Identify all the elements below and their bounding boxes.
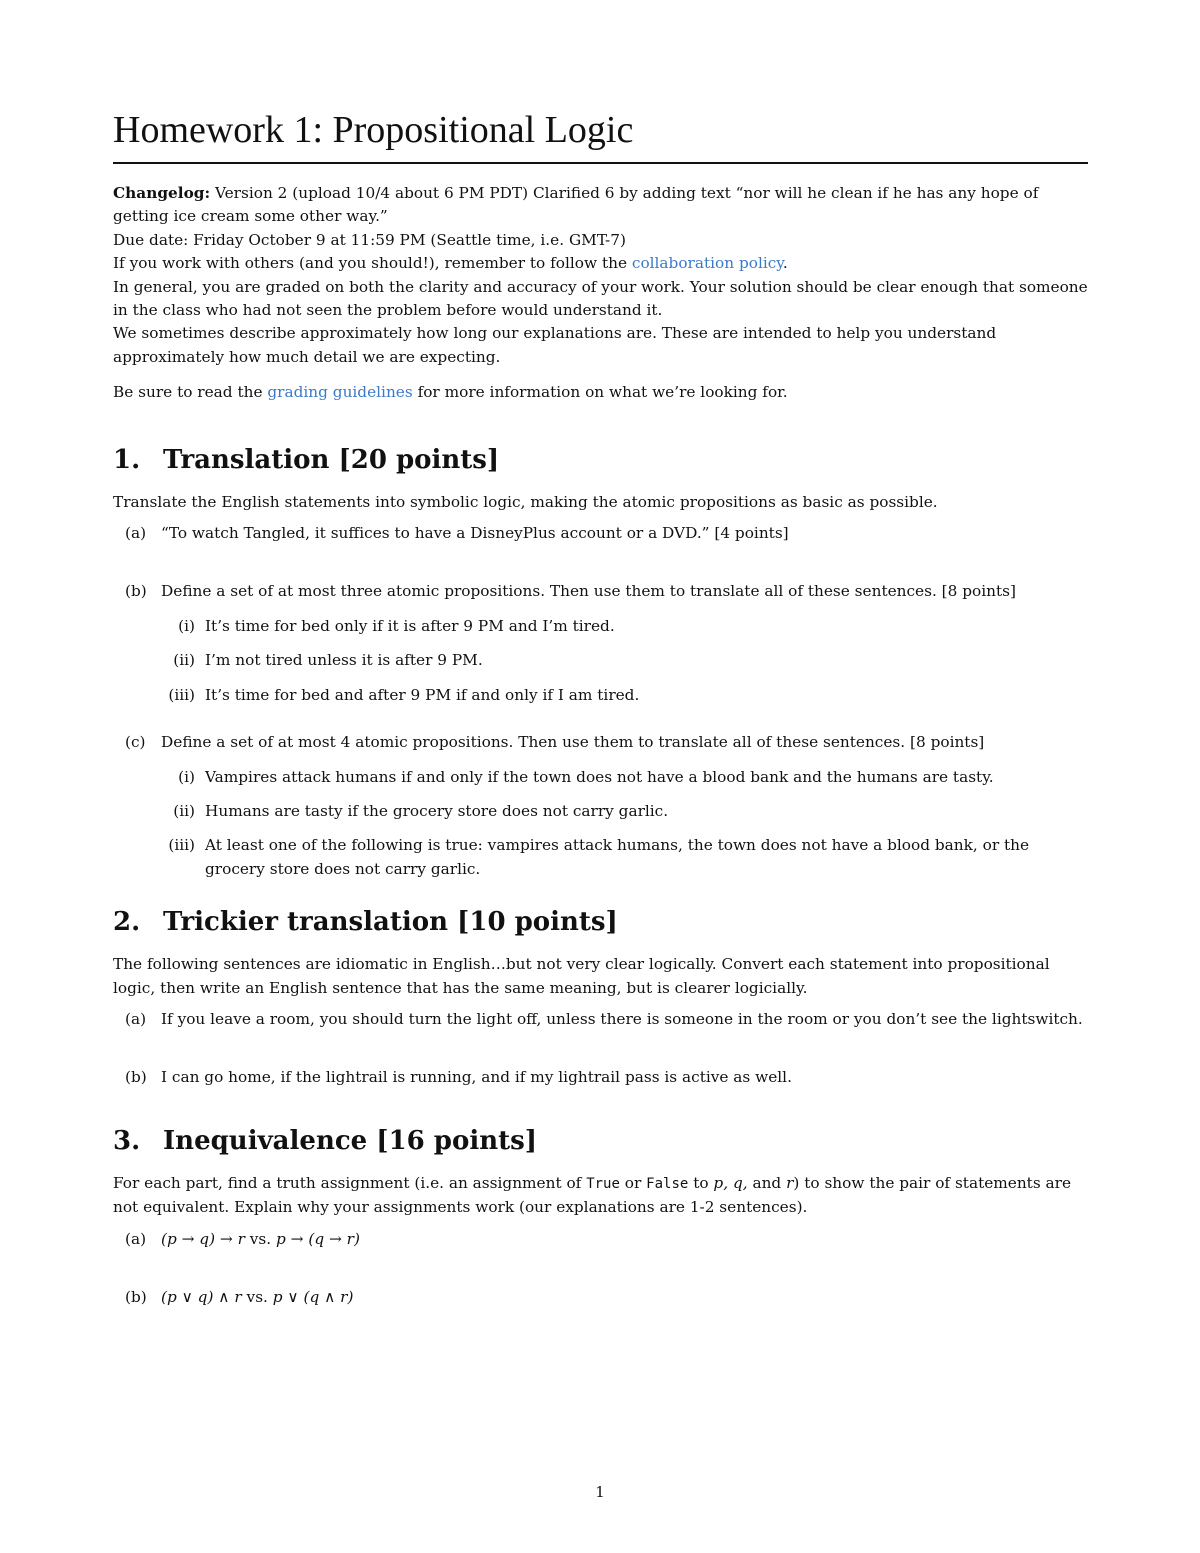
item-label: (a) [125, 1009, 147, 1028]
section-title: Translation [20 points] [163, 444, 500, 475]
section-title: Trickier translation [10 points] [163, 907, 618, 938]
subitem-label: (ii) [173, 651, 195, 670]
problem-item [113, 1008, 1088, 1031]
item-text: Define a set of at most three atomic propositions. Then use them to translate all of these sentences. [8 points] [161, 582, 1016, 601]
subitem-label: (iii) [168, 836, 195, 855]
explanation-note: We sometimes describe approximately how long our explanations are. These are intended to help you understand approximately how much detail we are expecting. [113, 324, 997, 366]
subproblem-item [161, 834, 1088, 881]
grading-note: In general, you are graded on both the clarity and accuracy of your work. Your solution should be clear enough that someone in the class who had not seen the problem before would understand it. [113, 277, 1088, 320]
problem-item [113, 1286, 1088, 1309]
subitem-text: I’m not tired unless it is after 9 PM. [205, 651, 483, 670]
instructions-text: For each part, find a truth assignment (i.e. an assignment of [113, 1173, 587, 1192]
subitem-text: It’s time for bed only if it is after 9 PM and I’m tired. [205, 616, 615, 635]
changelog-text: Version 2 (upload 10/4 about 6 PM PDT) Clarified 6 by adding text “nor will he clean if he has any hope of getting ice cream some other way.” [113, 184, 1039, 226]
formula-left: (p ∨ q) ∧ r [161, 1287, 242, 1306]
due-date-text: Friday October 9 at 11:59 PM (Seattle time, i.e. GMT-7) [188, 230, 626, 249]
section-title: Inequivalence [16 points] [163, 1125, 538, 1156]
due-date-label: Due date: [113, 230, 189, 249]
page-number: 1 [595, 1483, 605, 1501]
document-page [113, 104, 1088, 1309]
problem-item [113, 1228, 1088, 1251]
problem-item [113, 1066, 1088, 1089]
problem-item [113, 522, 1088, 545]
instructions-text: to [688, 1173, 714, 1192]
math-variable: r [786, 1173, 794, 1192]
section-instructions: Translate the English statements into symbolic logic, making the atomic propositions as basic as possible. [113, 492, 938, 511]
section-trickier-translation [113, 905, 1088, 1090]
collaboration-policy-link[interactable]: collaboration policy [631, 254, 783, 273]
collaboration-text: If you work with others (and you should!), remember to follow the [113, 254, 632, 273]
false-keyword: False [646, 1175, 689, 1192]
formula-vs: vs. [241, 1287, 273, 1306]
collaboration-note [113, 252, 1088, 275]
formula-right: p ∨ (q ∧ r) [272, 1287, 354, 1306]
instructions-text: or [619, 1173, 647, 1192]
formula-left: (p → q) → r [161, 1229, 245, 1248]
subproblem-list [161, 766, 1088, 882]
section-number: 1. [113, 444, 141, 475]
section-number: 2. [113, 907, 141, 938]
section-inequivalence [113, 1124, 1088, 1310]
section-heading [113, 905, 1088, 939]
subproblem-item [161, 684, 1088, 707]
formula-right: p → (q → r) [276, 1229, 360, 1248]
problem-list [113, 1008, 1088, 1090]
section-translation [113, 443, 1088, 881]
instructions-text: and [747, 1173, 787, 1192]
intro-block [113, 182, 1088, 405]
subproblem-item [161, 649, 1088, 672]
item-label: (b) [125, 1068, 147, 1087]
guidelines-text-end: for more information on what we’re looking for. [412, 383, 788, 402]
item-label: (b) [125, 582, 147, 601]
instructions-text: ) to show the pair of statements are not equivalent. Explain why your assignments work (our explanations are 1-2 sentences). [113, 1173, 1072, 1217]
subitem-text: Humans are tasty if the grocery store does not carry garlic. [205, 801, 669, 820]
item-text: Define a set of at most 4 atomic propositions. Then use them to translate all of these sentences. [8 points] [161, 733, 985, 752]
problem-item [113, 580, 1088, 707]
problem-list [113, 522, 1088, 881]
subitem-text: At least one of the following is true: vampires attack humans, the town does not have a blood bank, or the grocery store does not carry garlic. [205, 836, 1030, 878]
subitem-label: (iii) [168, 685, 195, 704]
guidelines-text: Be sure to read the [113, 383, 268, 402]
changelog [113, 182, 1088, 229]
section-heading [113, 1124, 1088, 1158]
due-date [113, 229, 1088, 252]
item-label: (a) [125, 524, 147, 543]
subitem-label: (i) [178, 767, 195, 786]
item-text: If you leave a room, you should turn the light off, unless there is someone in the room or you don’t see the lightswitch. [161, 1009, 1083, 1028]
grading-guidelines-link[interactable]: grading guidelines [267, 383, 413, 402]
section-number: 3. [113, 1125, 141, 1156]
subitem-label: (i) [178, 616, 195, 635]
section-instructions: The following sentences are idiomatic in English…but not very clear logically. Convert each statement into propositional logic, then write an English sentence that has the same meaning, but is clearer logicially. [113, 955, 1050, 997]
math-variables: p, q, [713, 1173, 748, 1192]
item-label: (a) [125, 1229, 147, 1248]
page-title: Homework 1: Propositional Logic [113, 104, 1088, 164]
item-label: (c) [125, 733, 146, 752]
true-keyword: True [586, 1175, 620, 1192]
section-heading [113, 443, 1088, 477]
item-label: (b) [125, 1287, 147, 1306]
item-text: I can go home, if the lightrail is running, and if my lightrail pass is active as well. [161, 1068, 792, 1087]
section-instructions [113, 1172, 1088, 1220]
item-text: “To watch Tangled, it suffices to have a DisneyPlus account or a DVD.” [4 points] [161, 524, 789, 543]
subproblem-item [161, 615, 1088, 638]
subproblem-item [161, 766, 1088, 789]
collaboration-text-end: . [782, 254, 788, 273]
subproblem-item [161, 800, 1088, 823]
subitem-text: Vampires attack humans if and only if the town does not have a blood bank and the humans are tasty. [205, 767, 994, 786]
changelog-label: Changelog: [113, 184, 211, 202]
guidelines-note [113, 381, 1088, 404]
subitem-text: It’s time for bed and after 9 PM if and only if I am tired. [205, 685, 640, 704]
subitem-label: (ii) [173, 801, 195, 820]
problem-item [113, 731, 1088, 881]
problem-list [113, 1228, 1088, 1310]
subproblem-list [161, 615, 1088, 707]
formula-vs: vs. [244, 1229, 277, 1248]
